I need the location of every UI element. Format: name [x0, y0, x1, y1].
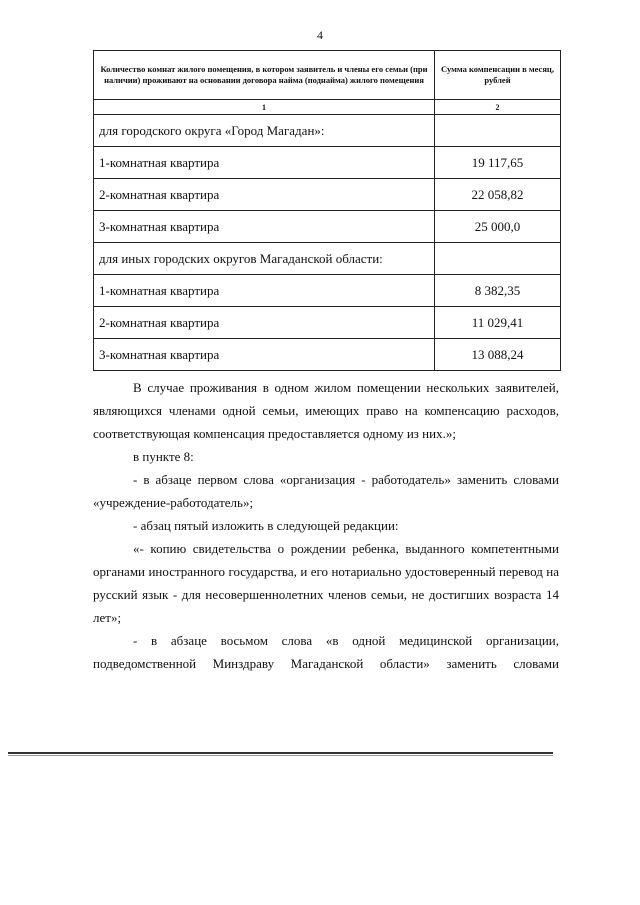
row-label: для городского округа «Город Магадан»:: [94, 115, 435, 147]
header-rooms-count: Количество комнат жилого помещения, в котором заявитель и члены его семьи (при наличии) проживают на основании договора найма (поднайма) жилого помещения: [94, 51, 435, 100]
body-text: [93, 376, 559, 675]
table-row: [94, 339, 561, 371]
footer-divider: [8, 752, 553, 754]
table-row: [94, 147, 561, 179]
paragraph: - в абзаце первом слова «организация - работодатель» заменить словами «учреждение-работодатель»;: [93, 472, 559, 510]
column-number: 2: [435, 100, 561, 115]
table-row: [94, 179, 561, 211]
row-label: 2-комнатная квартира: [94, 307, 435, 339]
row-value: 8 382,35: [435, 275, 561, 307]
row-value: [435, 115, 561, 147]
paragraph: - в абзаце восьмом слова «в одной медицинской организации, подведомственной Минздраву Магаданской области» заменить словами: [93, 633, 559, 671]
table-row: [94, 243, 561, 275]
paragraph: «- копию свидетельства о рождении ребенка, выданного компетентными органами иностранного государства, и его нотариально удостоверенный перевод на русский язык - для несовершеннолетних членов семьи, не достигших возраста 14 лет»;: [93, 541, 559, 625]
row-value: 25 000,0: [435, 211, 561, 243]
table-row: [94, 115, 561, 147]
column-number: 1: [94, 100, 435, 115]
table-row: [94, 307, 561, 339]
page-number: 4: [317, 28, 323, 42]
paragraph: В случае проживания в одном жилом помещении нескольких заявителей, являющихся членами одной семьи, имеющих право на компенсацию расходов, соответствующая компенсация предоставляется одному из них.»;: [93, 380, 559, 441]
column-number-row: [94, 100, 561, 115]
paragraph: - абзац пятый изложить в следующей редакции:: [133, 518, 399, 533]
row-label: 2-комнатная квартира: [94, 179, 435, 211]
row-value: 13 088,24: [435, 339, 561, 371]
row-value: [435, 243, 561, 275]
table-row: [94, 211, 561, 243]
row-label: для иных городских округов Магаданской области:: [94, 243, 435, 275]
compensation-table: [93, 50, 561, 371]
row-label: 3-комнатная квартира: [94, 211, 435, 243]
row-label: 1-комнатная квартира: [94, 275, 435, 307]
table-header-row: [94, 51, 561, 100]
header-compensation-sum: Сумма компенсации в месяц, рублей: [435, 51, 561, 100]
row-value: 11 029,41: [435, 307, 561, 339]
row-value: 19 117,65: [435, 147, 561, 179]
row-value: 22 058,82: [435, 179, 561, 211]
row-label: 3-комнатная квартира: [94, 339, 435, 371]
paragraph: в пункте 8:: [133, 449, 194, 464]
table-row: [94, 275, 561, 307]
row-label: 1-комнатная квартира: [94, 147, 435, 179]
